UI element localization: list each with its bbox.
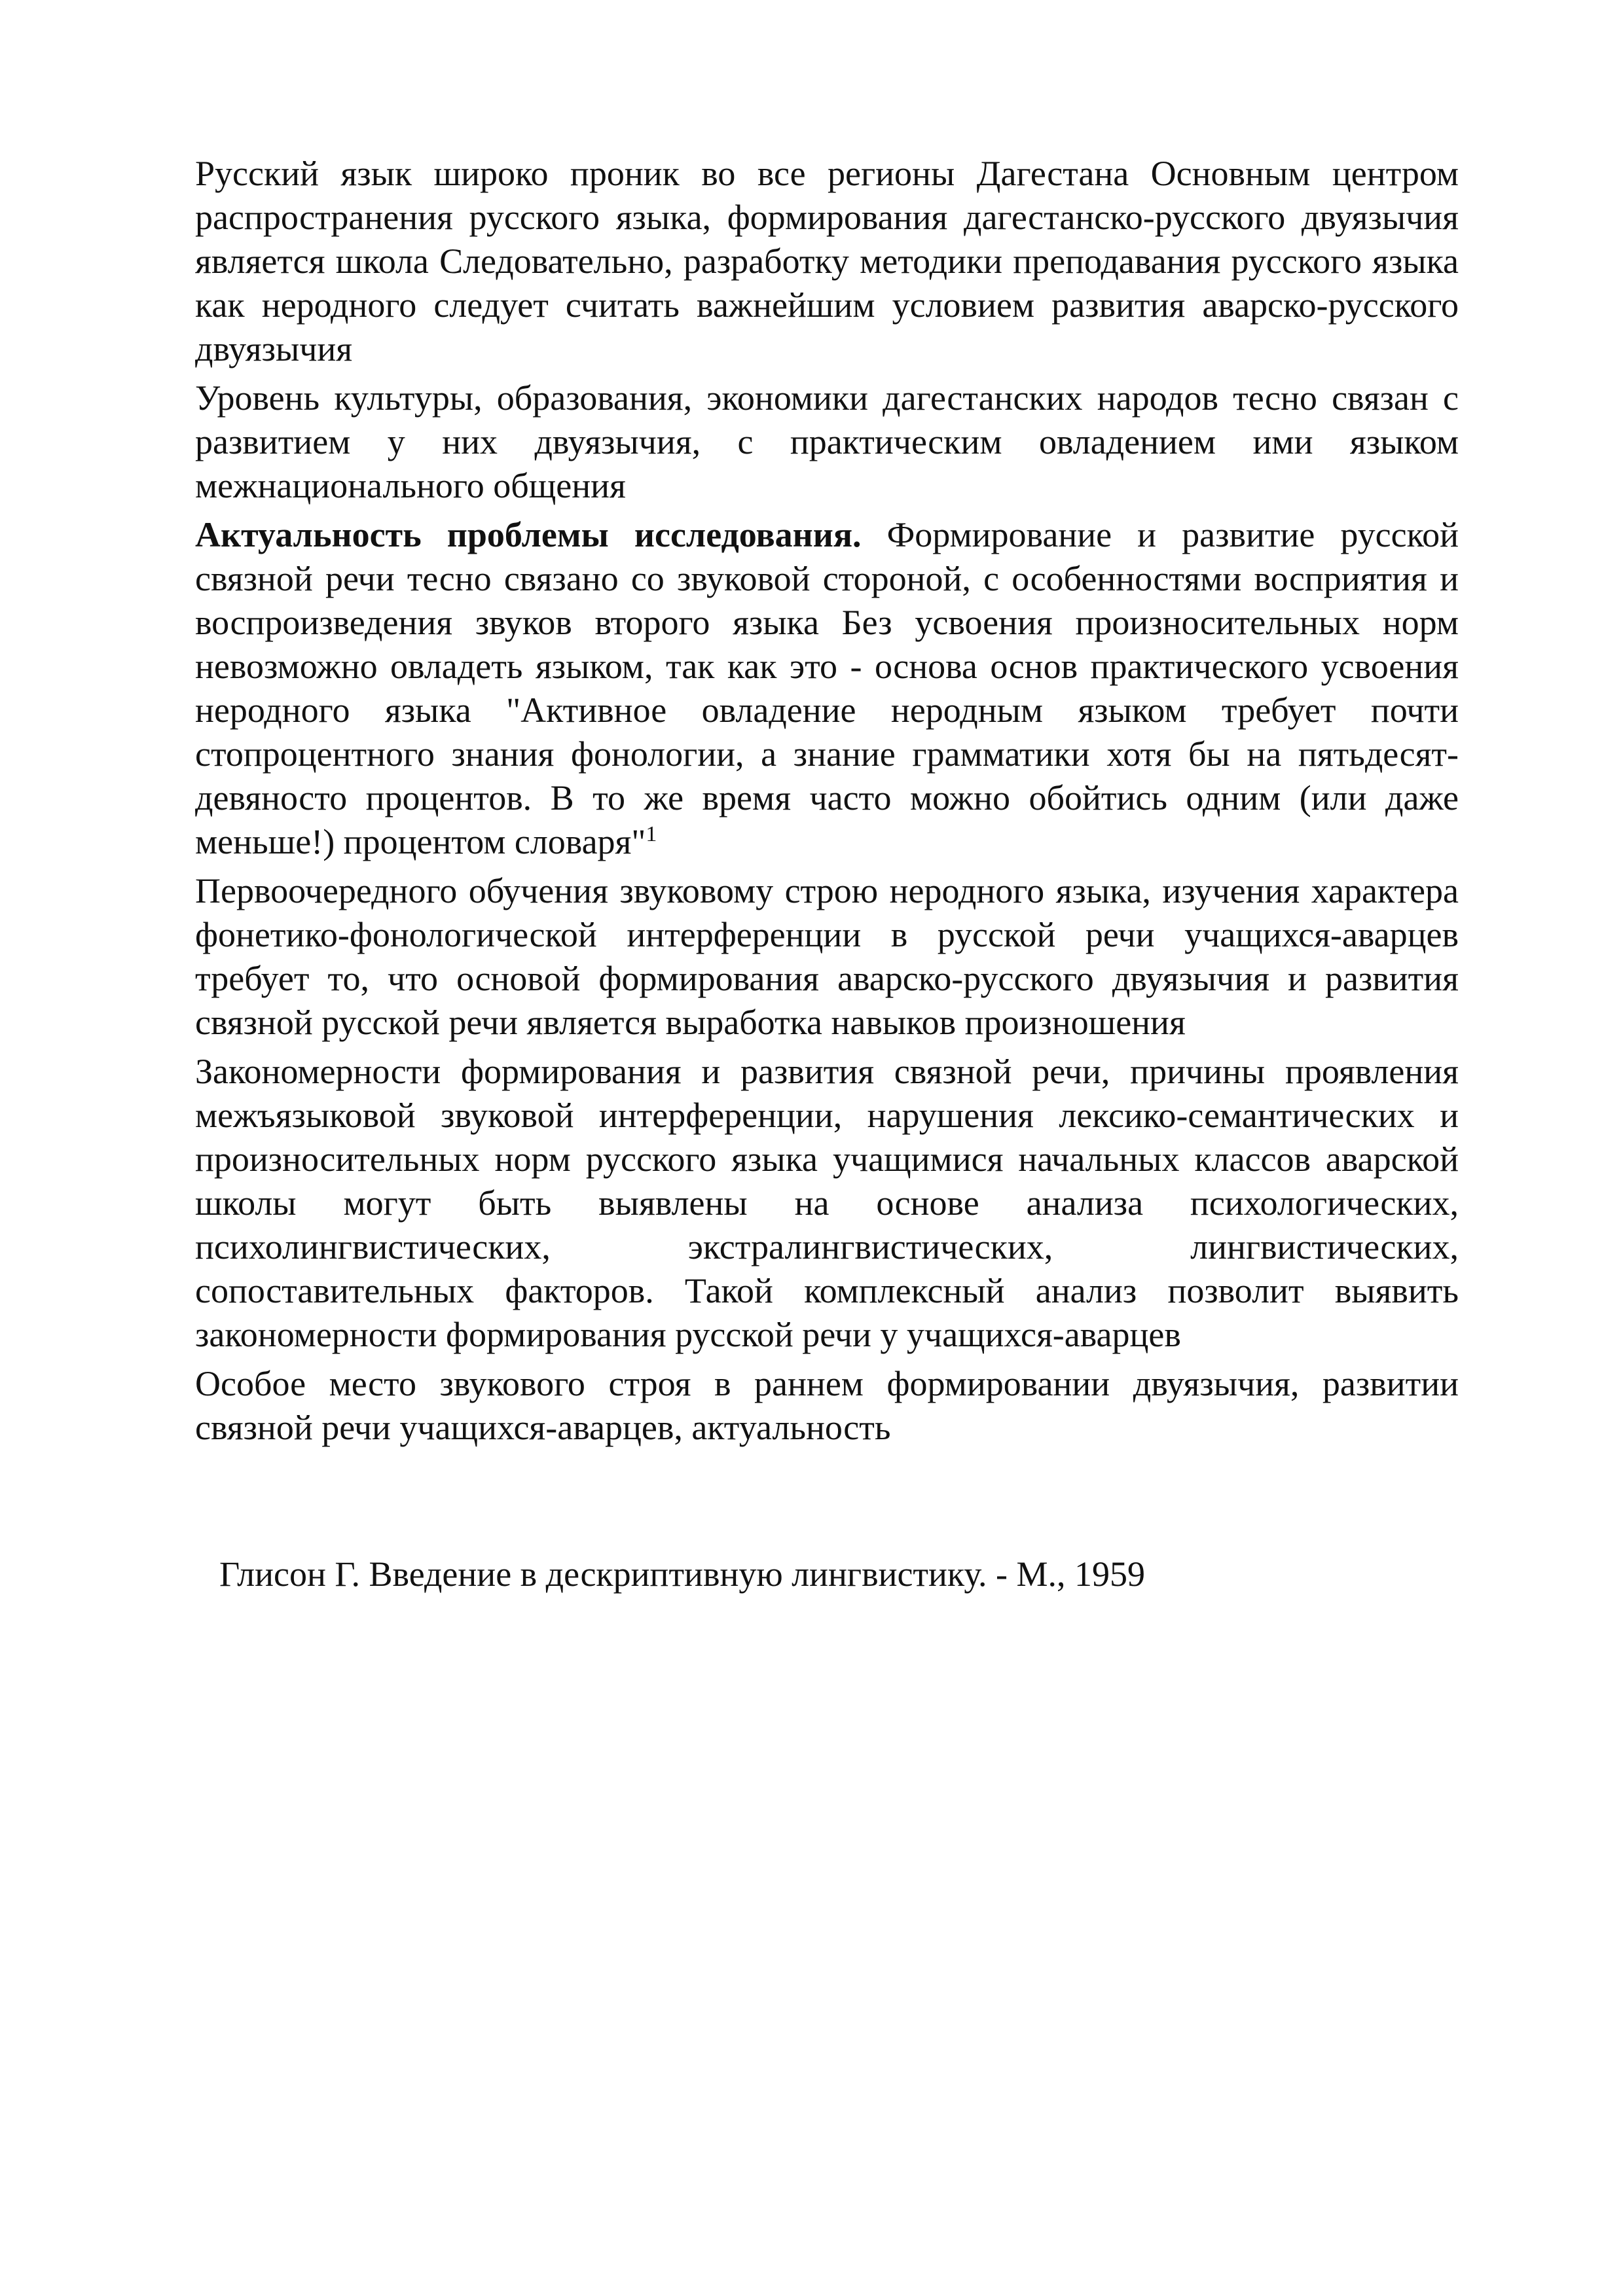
paragraph-culture-level: Уровень культуры, образования, экономики дагестанских народов тесно связан с развитием у них двуязычия, с практическим овладением ими языком межнационального общения [195, 378, 1459, 505]
topicality-text: Формирование и развитие русской связной речи тесно связано со звуковой стороной, с особенностями восприятия и воспроизведения звуков второго языка Без усвоения произносительных норм невозможно овладеть языком, так как это - основа основ практического усвоения неродного языка "Активное овладение неродным языком требует почти стопроцентного знания фонологии, а знание грамматики хотя бы на пятьдесят-девяносто процентов. В то же время часто можно обойтись одним (или даже меньше!) процентом словаря" [195, 515, 1459, 861]
paragraph-priority-training: Первоочередного обучения звуковому строю неродного языка, изучения характера фонетико-фонологической интерференции в русской речи учащихся-аварцев требует то, что основой формирования аварско-русского двуязычия и развития связной русской речи является выработка навыков произношения [195, 871, 1459, 1042]
document-body [195, 152, 1459, 1450]
footnote-text: Глисон Г. Введение в дескриптивную лингвистику. - М., 1959 [219, 1554, 1145, 1594]
footnote-reference[interactable]: 1 [646, 822, 657, 846]
paragraph-russian-language-spread: Русский язык широко проник во все регионы Дагестана Основным центром распространения русского языка, формирования дагестанско-русского двуязычия является школа Следовательно, разработку методики преподавания русского языка как неродного следует считать важнейшим условием развития аварско-русского двуязычия [195, 154, 1459, 368]
paragraph-special-place: Особое место звукового строя в раннем формировании двуязычия, развитии связной речи учащихся-аварцев, актуальность [195, 1364, 1459, 1447]
paragraph-topicality [195, 513, 1459, 864]
paragraph-regularities: Закономерности формирования и развития связной речи, причины проявления межъязыковой звуковой интерференции, нарушения лексико-семантических и произносительных норм русского языка учащимися начальных классов аварской школы могут быть выявлены на основе анализа психологических, психолингвистических, экстралингвистических, лингвистических, сопоставительных факторов. Такой комплексный анализ позволит выявить закономерности формирования русской речи у учащихся-аварцев [195, 1052, 1459, 1354]
topicality-heading: Актуальность проблемы исследования. [195, 515, 862, 554]
